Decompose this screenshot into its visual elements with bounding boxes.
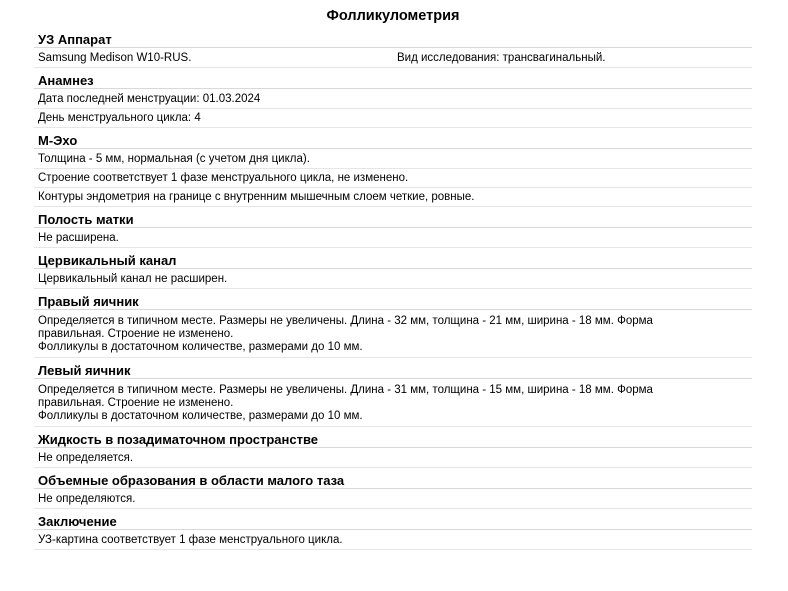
section-heading-fluid: Жидкость в позадиматочном пространстве xyxy=(34,430,752,448)
left-ovary-line-2: правильная. Строение не изменено. xyxy=(38,397,234,409)
right-ovary-line-2: правильная. Строение не изменено. xyxy=(38,328,234,340)
section-heading-cervical-canal: Цервикальный канал xyxy=(34,251,752,269)
section-heading-left-ovary: Левый яичник xyxy=(34,361,752,379)
cycle-day-row: День менструального цикла: 4 xyxy=(34,109,752,128)
study-type: Вид исследования: трансвагинальный. xyxy=(397,52,606,64)
section-heading-conclusion: Заключение xyxy=(34,512,752,530)
right-ovary-line-1: Определяется в типичном месте. Размеры не увеличены. Длина - 32 мм, толщина - 21 мм, ширина - 18 мм. Форма xyxy=(38,315,653,327)
section-heading-masses: Объемные образования в области малого таза xyxy=(34,471,752,489)
left-ovary-line-3: Фолликулы в достаточном количестве, размерами до 10 мм. xyxy=(38,410,363,422)
right-ovary-row xyxy=(34,311,752,358)
device-row xyxy=(34,49,752,68)
masses-row: Не определяются. xyxy=(34,490,752,509)
section-heading-right-ovary: Правый яичник xyxy=(34,292,752,310)
left-ovary-row xyxy=(34,380,752,427)
last-menstruation-row: Дата последней менструации: 01.03.2024 xyxy=(34,90,752,109)
m-echo-structure-row: Строение соответствует 1 фазе менструального цикла, не изменено. xyxy=(34,169,752,188)
left-ovary-line-1: Определяется в типичном месте. Размеры не увеличены. Длина - 31 мм, толщина - 15 мм, ширина - 18 мм. Форма xyxy=(38,384,653,396)
m-echo-contours-row: Контуры эндометрия на границе с внутренним мышечным слоем четкие, ровные. xyxy=(34,188,752,207)
section-heading-anamnesis: Анамнез xyxy=(34,71,752,89)
fluid-row: Не определяется. xyxy=(34,449,752,468)
report-document xyxy=(34,5,752,550)
section-heading-uterine-cavity: Полость матки xyxy=(34,210,752,228)
section-heading-m-echo: М-Эхо xyxy=(34,131,752,149)
device-model: Samsung Medison W10-RUS. xyxy=(38,52,192,64)
conclusion-row: УЗ-картина соответствует 1 фазе менструального цикла. xyxy=(34,531,752,550)
right-ovary-line-3: Фолликулы в достаточном количестве, размерами до 10 мм. xyxy=(38,341,363,353)
cervical-canal-row: Цервикальный канал не расширен. xyxy=(34,270,752,289)
m-echo-thickness-row: Толщина - 5 мм, нормальная (с учетом дня цикла). xyxy=(34,150,752,169)
section-heading-device: УЗ Аппарат xyxy=(34,30,752,48)
uterine-cavity-row: Не расширена. xyxy=(34,229,752,248)
report-title: Фолликулометрия xyxy=(326,8,460,24)
